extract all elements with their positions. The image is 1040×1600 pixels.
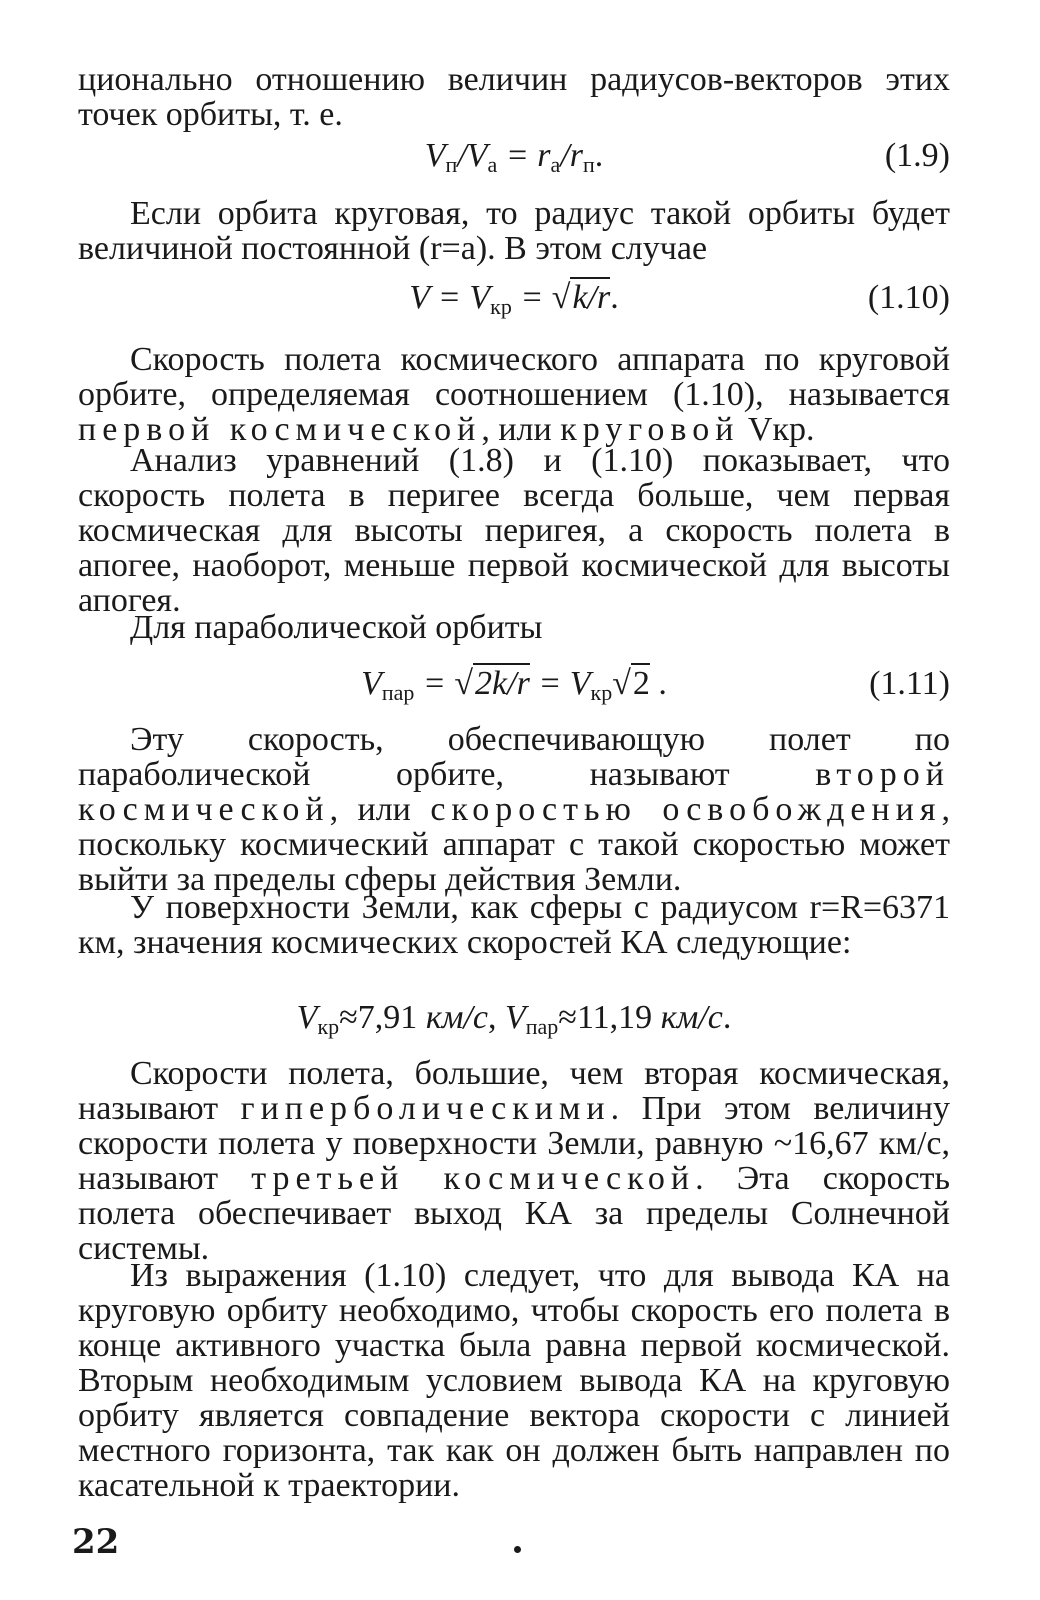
paragraph-circular-orbit: Если орбита круговая, то радиус такой орбиты будет величиной постоянной (r=a). В этом случае: [78, 195, 950, 267]
equation-1-10: [78, 278, 950, 318]
page-number: 22: [72, 1522, 120, 1562]
paragraph-first-cosmic: Скорость полета космического аппарата по круговой орбите, определяемая соотношением (1.10), называется первой космической, или круговой Vкр.: [78, 341, 950, 448]
equation-1-11: [78, 664, 950, 704]
equation-1-11-number: (1.11): [869, 665, 950, 702]
equation-1-9-formula: $V_п/V_а = r_а/r_п$.: [424, 137, 604, 177]
paragraph-second-cosmic: Эту скорость, обеспечивающую полет по параболической орбите, называют второй космической, или скоростью освобождения, поскольку космический аппарат с такой скоростью может выйти за пределы сферы действия Земли.: [78, 721, 950, 898]
paragraph-parabolic-intro: Для параболической орбиты: [130, 609, 543, 646]
equation-speeds: [78, 998, 950, 1038]
equation-1-10-number: (1.10): [867, 279, 950, 316]
equation-1-10-formula: $V = V_{кр} = √k/r$.: [409, 279, 619, 319]
equation-1-9-number: (1.9): [884, 137, 950, 174]
paragraph-continuation: ционально отношению величин радиусов-векторов этих точек орбиты, т. е.: [78, 61, 950, 133]
equation-1-9: [78, 136, 950, 176]
paragraph-hyperbolic: Скорости полета, большие, чем вторая космическая, называют гиперболическими. При этом величину скорости полета у поверхности Земли, равную ~16,67 км/с, называют третьей космической. Эта скорость полета обеспечивает выход КА за пределы Солнечной системы.: [78, 1055, 950, 1267]
print-speck: [514, 1546, 521, 1553]
equation-speeds-formula: $V_{кр}\approx 7,91$ км/с, $V_{пар}\approx 11,19$ км/с.: [296, 999, 732, 1039]
paragraph-orbit-insertion: Из выражения (1.10) следует, что для вывода КА на круговую орбиту необходимо, чтобы скорость его полета в конце активного участка была равна первой космической. Вторым необходимым условием вывода КА на круговую орбиту является совпадение вектора скорости с линией местного горизонта, так как он должен быть направлен по касательной к траектории.: [78, 1257, 950, 1504]
paragraph-earth-surface: У поверхности Земли, как сферы с радиусом r=R=6371 км, значения космических скоростей КА следующие:: [78, 889, 950, 961]
paragraph-analysis: Анализ уравнений (1.8) и (1.10) показывает, что скорость полета в перигее всегда больше, чем первая космическая для высоты перигея, а скорость полета в апогее, наоборот, меньше первой космической для высоты апогея.: [78, 442, 950, 619]
equation-1-11-formula: $V_{пар} = √2k/r = V_{кр}√2$ .: [361, 665, 667, 705]
